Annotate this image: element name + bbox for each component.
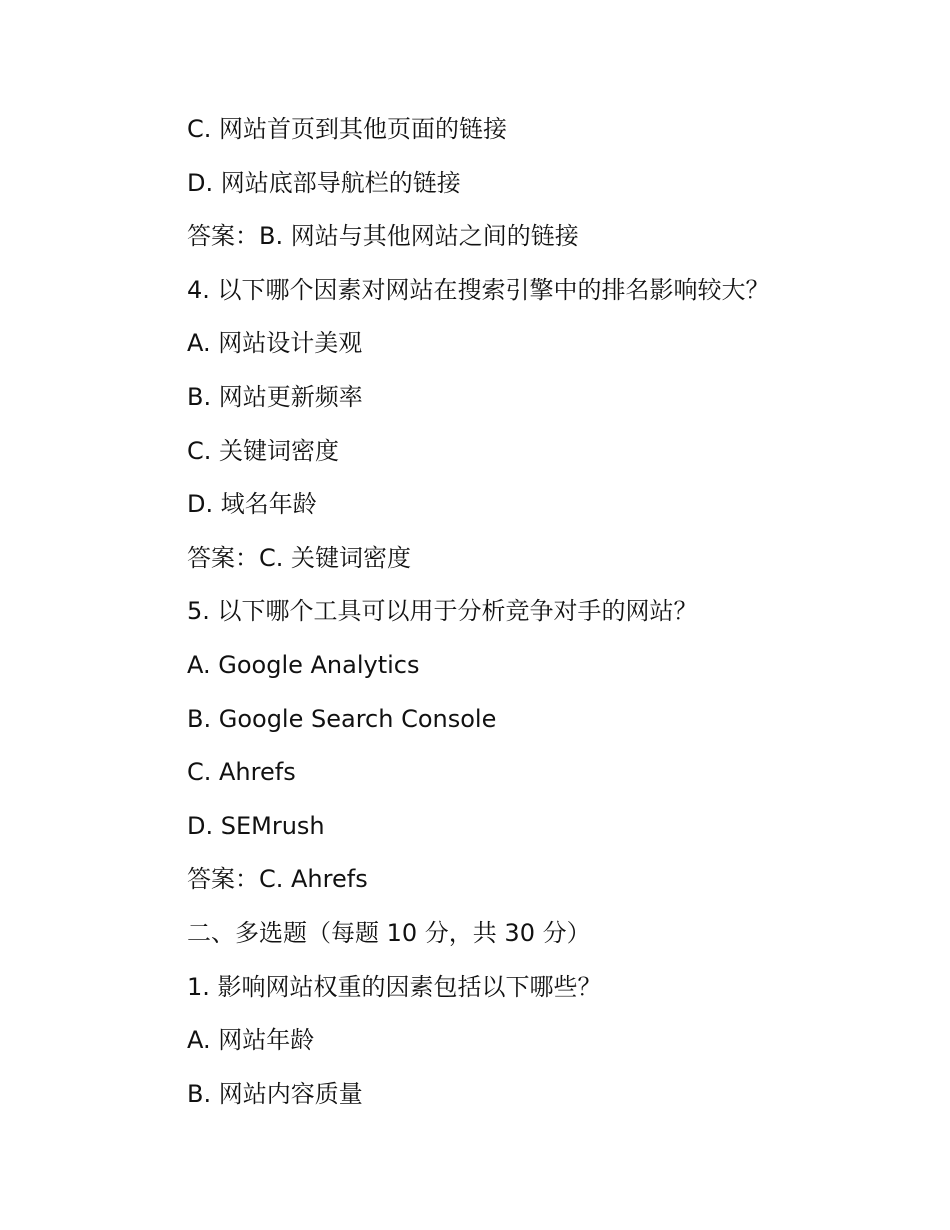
option-a-q5: A. Google Analytics — [187, 650, 420, 679]
option-a-multi-1: A. 网站年龄 — [187, 1026, 315, 1055]
option-b-q5: B. Google Search Console — [187, 704, 497, 733]
option-d-q3: D. 网站底部导航栏的链接 — [187, 168, 461, 197]
option-d-q4: D. 域名年龄 — [187, 490, 317, 519]
document-body — [187, 103, 887, 1121]
section-heading-multiple-choice: 二、多选题（每题 10 分，共 30 分） — [187, 918, 591, 947]
option-c-q4: C. 关键词密度 — [187, 436, 340, 465]
option-b-q4: B. 网站更新频率 — [187, 382, 363, 411]
question-5: 5. 以下哪个工具可以用于分析竞争对手的网站？ — [187, 597, 698, 626]
question-4: 4. 以下哪个因素对网站在搜索引擎中的排名影响较大？ — [187, 275, 770, 304]
option-a-q4: A. 网站设计美观 — [187, 329, 363, 358]
option-c-q3: C. 网站首页到其他页面的链接 — [187, 115, 508, 143]
option-d-q5: D. SEMrush — [187, 811, 325, 840]
answer-q5: 答案：C. Ahrefs — [187, 865, 368, 894]
answer-q3: 答案：B. 网站与其他网站之间的链接 — [187, 222, 579, 251]
option-c-q5: C. Ahrefs — [187, 758, 296, 787]
option-b-multi-1: B. 网站内容质量 — [187, 1079, 363, 1108]
question-multi-1: 1. 影响网站权重的因素包括以下哪些？ — [187, 972, 602, 1001]
answer-q4: 答案：C. 关键词密度 — [187, 543, 412, 572]
